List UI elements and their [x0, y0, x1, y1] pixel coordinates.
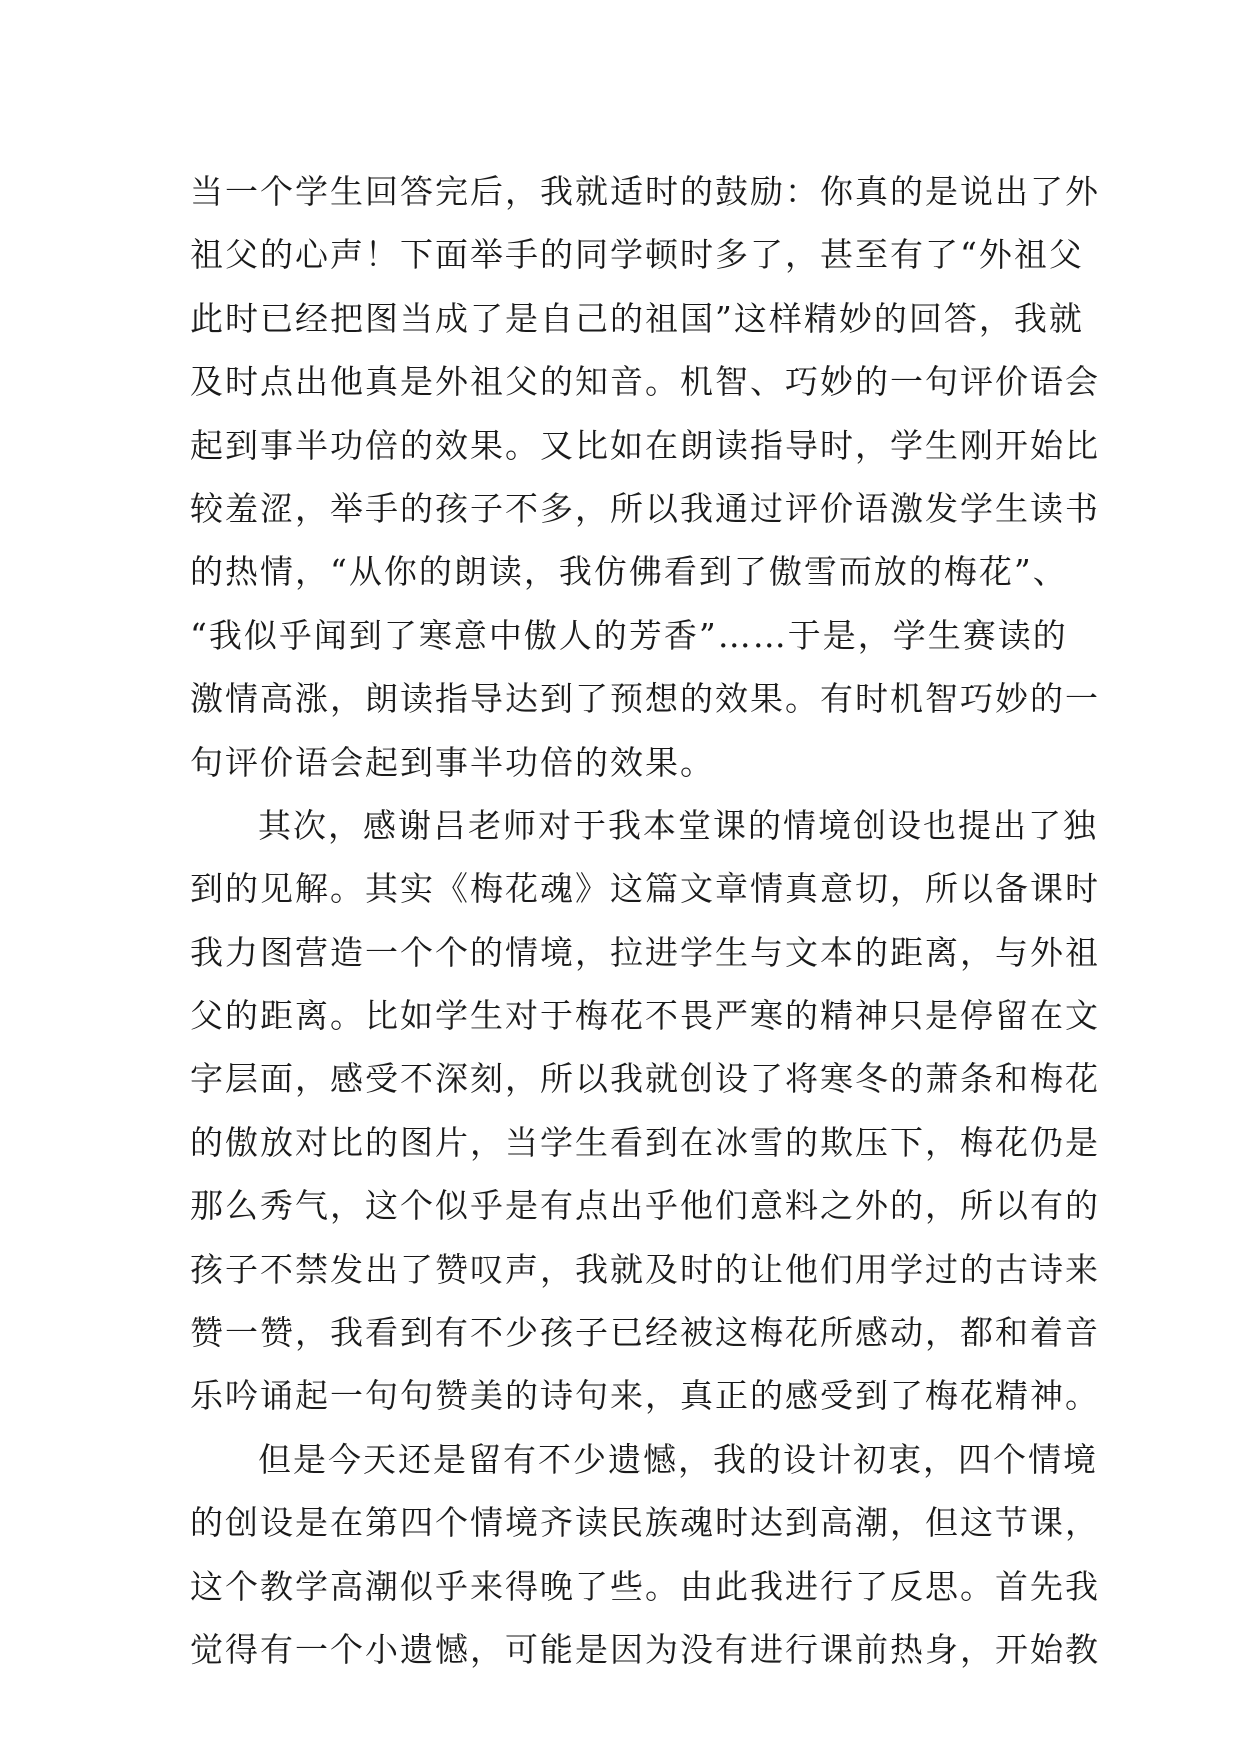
- text-line: 及时点出他真是外祖父的知音。机智、巧妙的一句评价语会: [190, 362, 1100, 402]
- text-line: 觉得有一个小遗憾，可能是因为没有进行课前热身，开始教: [190, 1629, 1100, 1669]
- body-text: [190, 160, 1100, 1681]
- text-line: 那么秀气，这个似乎是有点出乎他们意料之外的，所以有的: [190, 1186, 1100, 1226]
- text-line: 较羞涩，举手的孩子不多，所以我通过评价语激发学生读书: [190, 488, 1100, 528]
- text-line: 孩子不禁发出了赞叹声，我就及时的让他们用学过的古诗来: [190, 1249, 1100, 1289]
- text-line: 的傲放对比的图片，当学生看到在冰雪的欺压下，梅花仍是: [190, 1122, 1100, 1162]
- text-line: 字层面，感受不深刻，所以我就创设了将寒冬的萧条和梅花: [190, 1059, 1100, 1099]
- text-line: 乐吟诵起一句句赞美的诗句来，真正的感受到了梅花精神。: [190, 1376, 1100, 1416]
- text-line: 但是今天还是留有不少遗憾，我的设计初衷，四个情境: [258, 1439, 1098, 1479]
- text-line: 到的见解。其实《梅花魂》这篇文章情真意切，所以备课时: [190, 869, 1100, 909]
- text-line: 祖父的心声！下面举手的同学顿时多了，甚至有了“外祖父: [190, 235, 1084, 275]
- text-line: 赞一赞，我看到有不少孩子已经被这梅花所感动，都和着音: [190, 1313, 1100, 1353]
- text-line: 的创设是在第四个情境齐读民族魂时达到高潮，但这节课，: [190, 1503, 1100, 1543]
- paragraph-1: [190, 160, 1100, 794]
- paragraph-2: [190, 794, 1100, 1428]
- text-line: 其次，感谢吕老师对于我本堂课的情境创设也提出了独: [258, 805, 1098, 845]
- text-line: “我似乎闻到了寒意中傲人的芳香”……于是，学生赛读的: [190, 615, 1068, 655]
- text-line: 的热情，“从你的朗读，我仿佛看到了傲雪而放的梅花”、: [190, 552, 1068, 592]
- text-line: 这个教学高潮似乎来得晚了些。由此我进行了反思。首先我: [190, 1566, 1100, 1606]
- text-line: 我力图营造一个个的情境，拉进学生与文本的距离，与外祖: [190, 932, 1100, 972]
- text-line: 激情高涨，朗读指导达到了预想的效果。有时机智巧妙的一: [190, 679, 1100, 719]
- text-line: 父的距离。比如学生对于梅花不畏严寒的精神只是停留在文: [190, 996, 1100, 1036]
- text-line: 此时已经把图当成了是自己的祖国”这样精妙的回答，我就: [190, 298, 1084, 338]
- paragraph-3: [190, 1428, 1100, 1682]
- text-line: 当一个学生回答完后，我就适时的鼓励：你真的是说出了外: [190, 172, 1100, 211]
- text-line: 句评价语会起到事半功倍的效果。: [190, 742, 715, 782]
- text-line: 起到事半功倍的效果。又比如在朗读指导时，学生刚开始比: [190, 425, 1100, 465]
